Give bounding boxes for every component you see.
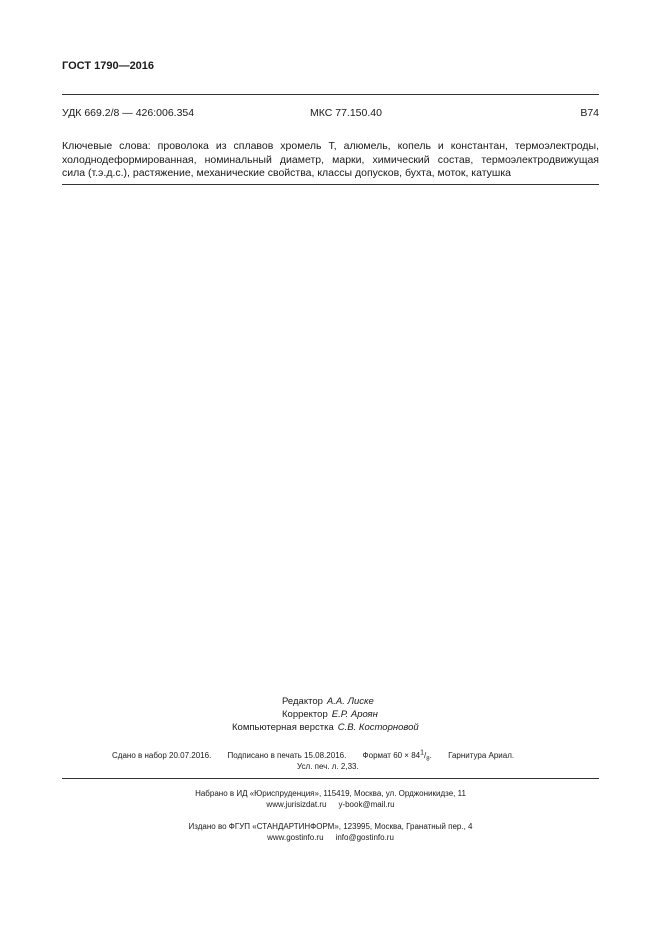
keywords-line: сила (т.э.д.с.), растяжение, механические свойства, классы допусков, бухта, моток, катушка (62, 167, 512, 179)
editor-role: Редактор (282, 696, 323, 707)
format-denominator: 8 (426, 756, 430, 763)
okp-code: В74 (580, 107, 599, 119)
issued-email[interactable]: info@gostinfo.ru (335, 833, 394, 842)
format-suffix: . (429, 750, 432, 760)
format-prefix: Формат 60 × 84 (362, 750, 421, 760)
typeset-website[interactable]: www.jurisizdat.ru (266, 800, 327, 809)
editor-credit (282, 695, 374, 708)
corrector-role: Корректор (282, 709, 328, 720)
printed-sheets: Усл. печ. л. 2,33. (297, 762, 359, 771)
keywords-line: Ключевые слова: проволока из сплавов хромель Т, алюмель, копель и константан, термоэлектроды, (62, 140, 599, 152)
signed-date: Подписано в печать 15.08.2016. (227, 750, 347, 760)
mks-code: МКС 77.150.40 (310, 107, 382, 119)
typeface: Гарнитура Ариал. (448, 750, 515, 760)
divider-top (62, 94, 599, 95)
typeset-by: Набрано в ИД «Юриспруденция», 115419, Москва, ул. Орджоникидзе, 11 (195, 789, 466, 798)
editor-name: А.А. Лиске (326, 696, 374, 707)
format-numerator: 1 (420, 749, 425, 756)
print-details (112, 749, 528, 762)
issued-by: Издано во ФГУП «СТАНДАРТИНФОРМ», 123995, Москва, Гранатный пер., 4 (188, 822, 473, 831)
udk-code: УДК 669.2/8 — 426:006.354 (62, 107, 195, 119)
keywords-block (62, 140, 599, 181)
issued-website[interactable]: www.gostinfo.ru (267, 833, 324, 842)
typeset-contacts (0, 800, 661, 809)
issued-contacts (0, 833, 661, 842)
typeset-email[interactable]: y-book@mail.ru (338, 800, 395, 809)
keywords-line: холоднодеформированная, номинальный диаметр, марки, химический состав, термоэлектродвижущая (62, 153, 599, 166)
divider-bottom (62, 778, 599, 779)
corrector-name: Е.Р. Ароян (331, 709, 378, 720)
divider-keywords (62, 184, 599, 185)
format-info: Формат $60 \times 84^1/_8$. (362, 749, 432, 763)
document-code: ГОСТ 1790—2016 (62, 60, 155, 72)
layout-credit (232, 721, 419, 734)
layout-role: Компьютерная верстка (232, 722, 334, 733)
corrector-credit (282, 708, 378, 721)
set-date: Сдано в набор 20.07.2016. (112, 750, 212, 760)
layout-name: С.В. Косторновой (337, 722, 419, 733)
